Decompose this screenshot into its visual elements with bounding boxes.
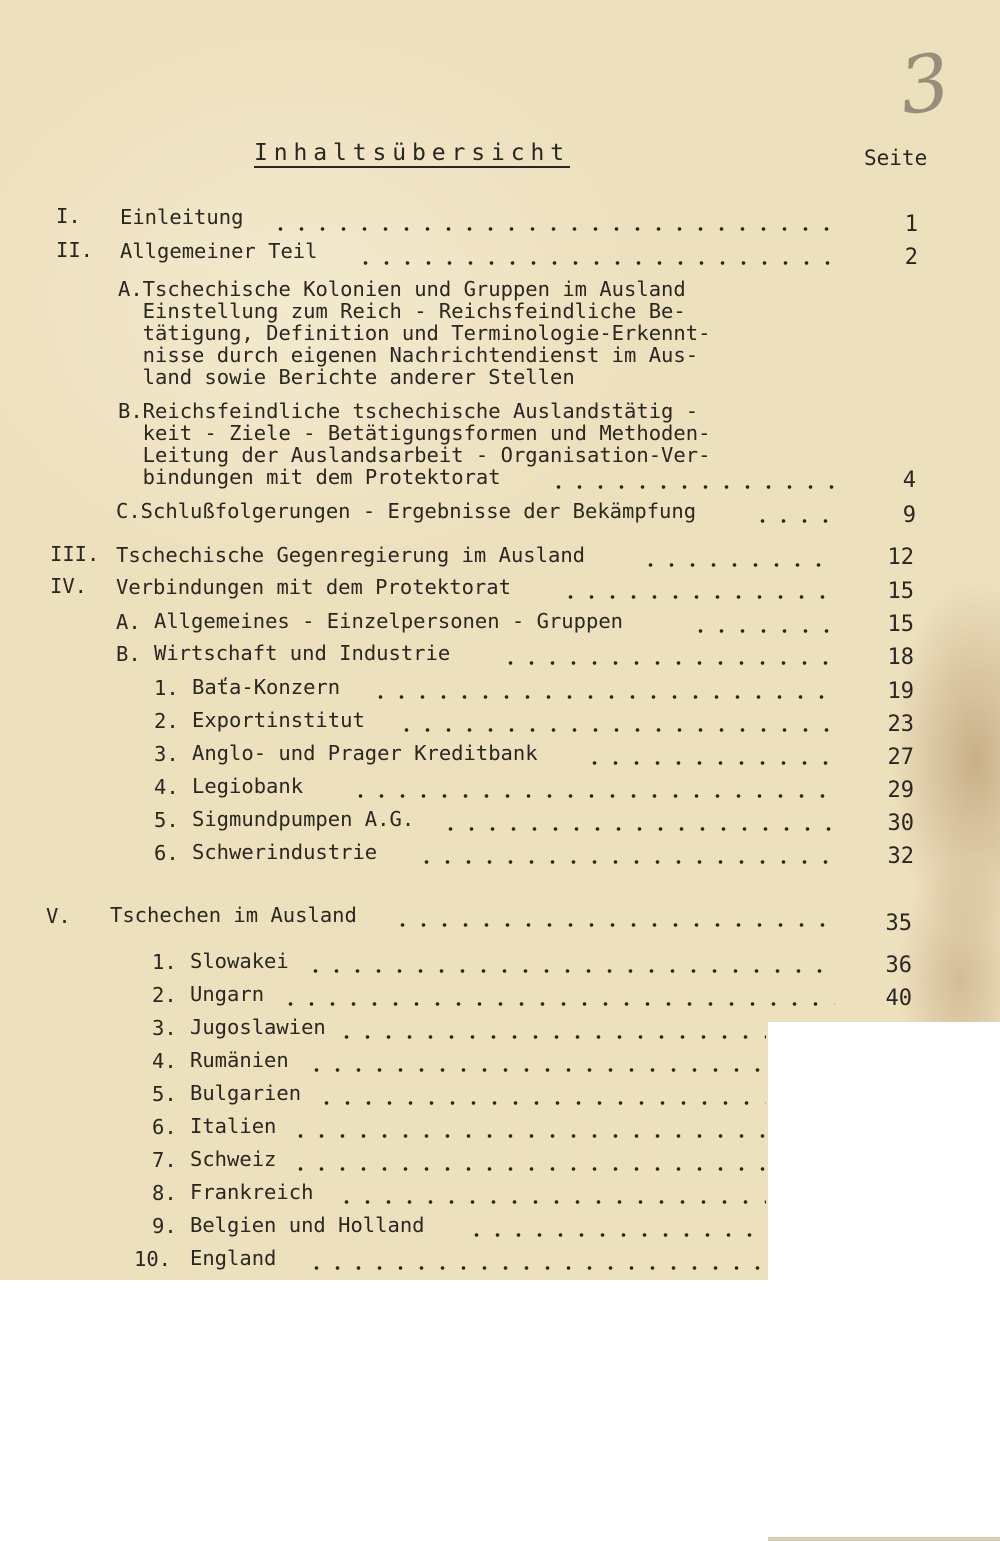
leader-dots	[396, 727, 835, 733]
toc-number: 9.	[152, 1214, 177, 1238]
leader-dots	[336, 1199, 766, 1205]
toc-number: IV.	[50, 574, 88, 598]
leader-dots	[316, 1100, 766, 1106]
toc-label: Anglo- und Prager Kreditbank	[192, 741, 538, 765]
toc-label: Jugoslawien	[190, 1015, 326, 1039]
toc-label: Rumänien	[190, 1048, 289, 1072]
toc-page: 23	[887, 712, 914, 737]
leader-dots	[350, 793, 835, 799]
leader-dots	[392, 922, 835, 928]
toc-label: Schweiz	[190, 1147, 277, 1171]
toc-number: II.	[56, 238, 94, 262]
leader-dots	[548, 484, 835, 490]
toc-number: I.	[56, 204, 81, 228]
leader-dots	[355, 260, 835, 266]
page-column-header: Seite	[864, 146, 928, 170]
toc-page: 2	[904, 245, 918, 270]
leader-dots	[306, 1067, 766, 1073]
toc-label-line: keit - Ziele - Betätigungsformen und Methoden-	[118, 421, 711, 445]
toc-number: 1.	[152, 950, 177, 974]
toc-page: 12	[887, 545, 914, 570]
leader-dots	[280, 1001, 835, 1007]
toc-label: Tschechische Gegenregierung im Ausland	[116, 543, 585, 567]
toc-page: 9	[902, 503, 916, 528]
toc-label: Allgemeines - Einzelpersonen - Gruppen	[154, 609, 623, 633]
leader-dots	[584, 760, 835, 766]
toc-label: England	[190, 1246, 277, 1270]
toc-number: 7.	[152, 1148, 177, 1172]
toc-label: Italien	[190, 1114, 277, 1138]
toc-label: Exportinstitut	[192, 708, 365, 732]
handwritten-page-number: 3	[893, 36, 956, 134]
toc-label: Einleitung	[120, 205, 244, 229]
leader-dots	[290, 1133, 766, 1139]
toc-page: 40	[885, 986, 912, 1011]
leader-dots	[500, 660, 835, 666]
toc-number: 5.	[152, 1082, 177, 1106]
toc-label: Legiobank	[192, 774, 304, 798]
leader-dots	[416, 859, 835, 865]
leader-dots	[560, 594, 835, 600]
toc-number: 8.	[152, 1181, 177, 1205]
toc-number: 10.	[134, 1247, 172, 1271]
toc-label-line: A.Tschechische Kolonien und Gruppen im Ausland	[118, 277, 686, 301]
toc-number: 6.	[154, 841, 179, 865]
leader-dots	[290, 1166, 766, 1172]
toc-page: 32	[887, 844, 914, 869]
toc-number: 2.	[154, 709, 179, 733]
toc-page: 35	[885, 911, 912, 936]
leader-dots	[336, 1034, 766, 1040]
leader-dots	[690, 628, 835, 634]
leader-dots	[305, 968, 835, 974]
toc-label: Tschechen im Ausland	[110, 903, 357, 927]
leader-dots	[306, 1265, 766, 1271]
toc-page: 18	[887, 645, 914, 670]
leader-dots	[270, 226, 835, 232]
toc-number: III.	[50, 542, 100, 566]
page-title: Inhaltsübersicht	[254, 140, 570, 166]
toc-page: 19	[887, 679, 914, 704]
toc-page: 15	[887, 579, 914, 604]
leader-dots	[370, 694, 835, 700]
blank-area	[768, 1022, 1000, 1280]
toc-number: 1.	[154, 676, 179, 700]
toc-number: 4.	[154, 775, 179, 799]
toc-number: V.	[46, 904, 71, 928]
toc-label-line: Leitung der Auslandsarbeit - Organisation-Ver-	[118, 443, 711, 467]
toc-label-line: land sowie Berichte anderer Stellen	[118, 365, 575, 389]
toc-page: 27	[887, 745, 914, 770]
toc-number: B.	[116, 642, 141, 666]
toc-page: 30	[887, 811, 914, 836]
toc-label: Sigmundpumpen A.G.	[192, 807, 415, 831]
toc-label-line: B.Reichsfeindliche tschechische Auslandstätig -	[118, 399, 699, 423]
toc-page: 15	[887, 612, 914, 637]
toc-page: 1	[904, 212, 918, 237]
toc-number: 2.	[152, 983, 177, 1007]
leader-dots	[466, 1232, 766, 1238]
toc-number: 5.	[154, 808, 179, 832]
toc-label: Baťa-Konzern	[192, 675, 341, 699]
paper-edge	[768, 1537, 1000, 1541]
toc-page: 4	[902, 468, 916, 493]
toc-label: Wirtschaft und Industrie	[154, 641, 451, 665]
toc-label: C.Schlußfolgerungen - Ergebnisse der Bekämpfung	[116, 499, 697, 523]
toc-label: Allgemeiner Teil	[120, 239, 318, 263]
leader-dots	[752, 518, 834, 524]
toc-number: 6.	[152, 1115, 177, 1139]
toc-label: Bulgarien	[190, 1081, 302, 1105]
toc-label-line: Einstellung zum Reich - Reichsfeindliche Be-	[118, 299, 686, 323]
toc-number: 4.	[152, 1049, 177, 1073]
toc-number: 3.	[154, 742, 179, 766]
toc-label-line: tätigung, Definition und Terminologie-Erkennt-	[118, 321, 711, 345]
leader-dots	[440, 826, 835, 832]
toc-label: Slowakei	[190, 949, 289, 973]
toc-page: 36	[885, 953, 912, 978]
toc-page: 29	[887, 778, 914, 803]
toc-label: Ungarn	[190, 982, 265, 1006]
toc-label: Belgien und Holland	[190, 1213, 425, 1237]
toc-number: 3.	[152, 1016, 177, 1040]
toc-label: Schwerindustrie	[192, 840, 378, 864]
toc-label-line: bindungen mit dem Protektorat	[118, 465, 501, 489]
toc-number: A.	[116, 610, 141, 634]
toc-label-line: nisse durch eigenen Nachrichtendienst im Aus-	[118, 343, 699, 367]
toc-label: Verbindungen mit dem Protektorat	[116, 575, 511, 599]
leader-dots	[640, 562, 835, 568]
toc-label: Frankreich	[190, 1180, 314, 1204]
